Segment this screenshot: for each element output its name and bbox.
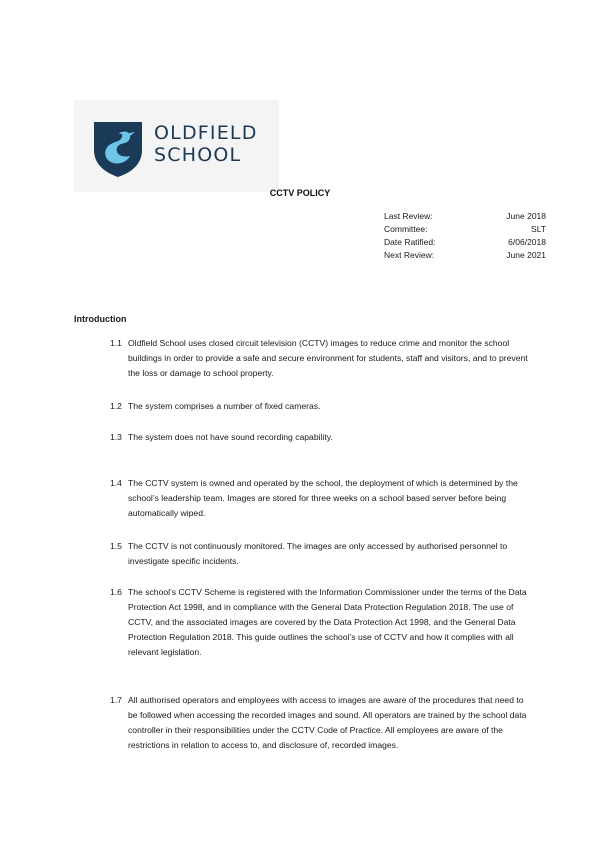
- policy-item: [110, 693, 530, 753]
- meta-label: Date Ratified:: [384, 237, 436, 247]
- school-logo: [74, 100, 279, 192]
- policy-item: [110, 476, 530, 521]
- policy-item: [110, 430, 530, 445]
- meta-row-date-ratified: [384, 236, 546, 249]
- item-number: 1.3: [110, 432, 122, 442]
- logo-line-2: SCHOOL: [154, 144, 242, 166]
- policy-item: [110, 399, 530, 414]
- item-number: 1.4: [110, 478, 122, 488]
- review-metadata: [384, 210, 546, 262]
- item-number: 1.5: [110, 541, 122, 551]
- item-number: 1.2: [110, 401, 122, 411]
- meta-row-committee: [384, 223, 546, 236]
- swan-shield-icon: [92, 120, 144, 178]
- item-number: 1.7: [110, 695, 122, 705]
- item-text: The system comprises a number of fixed cameras.: [128, 401, 321, 411]
- logo-line-1: OLDFIELD: [154, 122, 258, 144]
- meta-row-last-review: [384, 210, 546, 223]
- meta-row-next-review: [384, 249, 546, 262]
- item-text: The school’s CCTV Scheme is registered with the Information Commissioner under the terms of the Data Protection Act 1998, and in compliance with the General Data Protection Regulation 2018. The use of CCTV, and the associated images are covered by the Data Protection Act 1998, and the General Data Protection Regulation 2018. This guide outlines the school’s use of CCTV and how it complies with all relevant legislation.: [128, 587, 527, 657]
- item-number: 1.1: [110, 338, 122, 348]
- item-text: The CCTV system is owned and operated by the school, the deployment of which is determined by the school’s leadership team. Images are stored for three weeks on a school based server before being automatically wiped.: [128, 478, 518, 518]
- logo-wordmark: [154, 122, 258, 166]
- policy-item: [110, 539, 530, 569]
- item-text: The system does not have sound recording capability.: [128, 432, 333, 442]
- meta-label: Committee:: [384, 224, 428, 234]
- document-title: CCTV POLICY: [269, 188, 331, 198]
- meta-label: Last Review:: [384, 211, 433, 221]
- policy-item: [110, 336, 530, 381]
- meta-value: June 2021: [506, 250, 546, 260]
- meta-value: June 2018: [506, 211, 546, 221]
- item-text: Oldfield School uses closed circuit television (CCTV) images to reduce crime and monitor the school buildings in order to provide a safe and secure environment for students, staff and visitors, and to prevent the loss or damage to school property.: [128, 338, 528, 378]
- section-heading: Introduction: [74, 314, 127, 324]
- item-text: The CCTV is not continuously monitored. The images are only accessed by authorised personnel to investigate specific incidents.: [128, 541, 508, 566]
- meta-value: SLT: [531, 224, 546, 234]
- item-text: All authorised operators and employees with access to images are aware of the procedures that need to be followed when accessing the recorded images and sound. All operators are trained by the school data controller in their responsibilities under the CCTV Code of Practice. All employees are aware of the restrictions in relation to access to, and disclosure of, recorded images.: [128, 695, 527, 750]
- policy-item: [110, 585, 530, 660]
- item-number: 1.6: [110, 587, 122, 597]
- meta-label: Next Review:: [384, 250, 435, 260]
- meta-value: 6/06/2018: [508, 237, 546, 247]
